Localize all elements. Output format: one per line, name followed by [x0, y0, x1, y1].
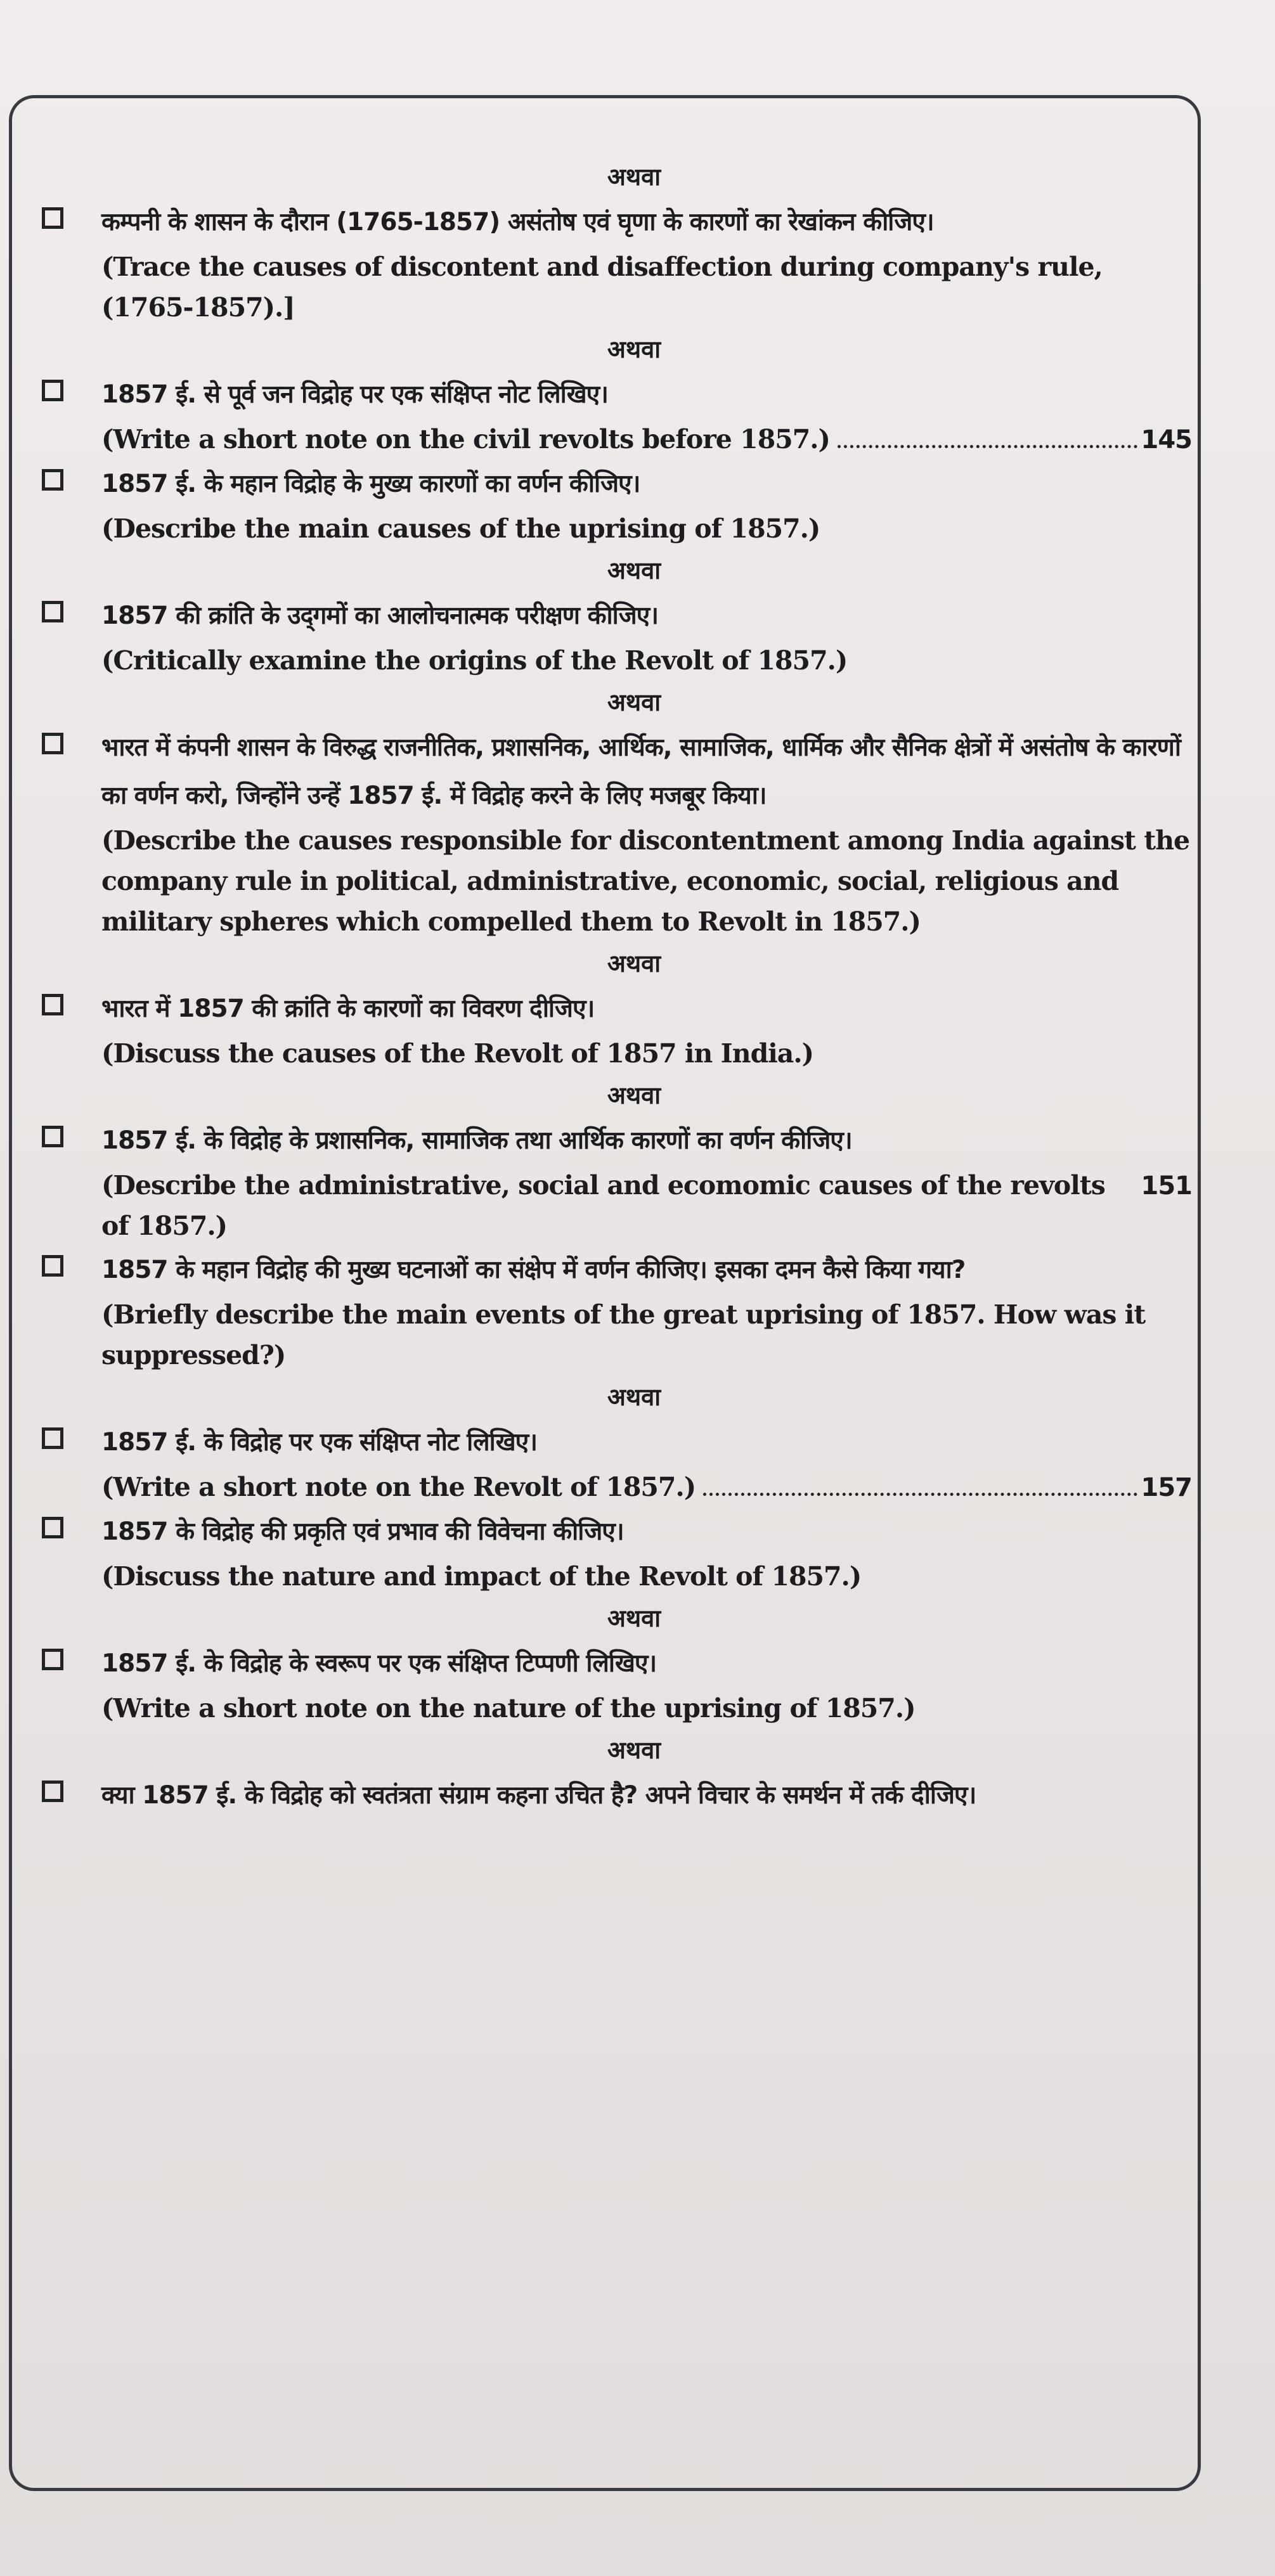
question-item: [38, 1640, 1192, 1729]
question-item: [38, 724, 1192, 942]
question-english: (Write a short note on the Revolt of 1857.): [101, 1472, 696, 1502]
question-item: [38, 1117, 1192, 1246]
question-english: (Trace the causes of discontent and disaffection during company's rule, (1765-1857).]: [101, 252, 1103, 323]
question-item: [38, 198, 1192, 328]
page-number: 145: [1141, 425, 1192, 454]
question-english-with-page: [101, 1165, 1192, 1246]
question-item: [38, 1772, 1192, 1820]
or-separator: अथवा: [607, 1383, 661, 1411]
question-item: [38, 1246, 1192, 1375]
question-english: (Discuss the nature and impact of the Revolt of 1857.): [101, 1561, 862, 1592]
or-separator: अथवा: [607, 688, 661, 716]
or-separator: अथवा: [607, 1604, 661, 1632]
question-item: [38, 592, 1192, 681]
or-separator: अथवा: [607, 557, 661, 584]
question-list: [38, 155, 1192, 1820]
or-separator: अथवा: [607, 163, 661, 191]
question-hindi: कम्पनी के शासन के दौरान (1765-1857) असंतोष एवं घृणा के कारणों का रेखांकन कीजिए।: [101, 208, 934, 236]
question-english: (Write a short note on the civil revolts before 1857.): [101, 424, 830, 454]
or-separator: अथवा: [607, 335, 661, 363]
question-hindi: 1857 के विद्रोह की प्रकृति एवं प्रभाव की विवेचना कीजिए।: [101, 1517, 624, 1546]
question-english-with-page: [101, 419, 1192, 460]
question-item: [38, 460, 1192, 549]
question-english: (Describe the administrative, social and ecomomic causes of the revolts of 1857.): [101, 1170, 1105, 1241]
question-item: [38, 371, 1192, 460]
question-english: (Critically examine the origins of the Revolt of 1857.): [101, 645, 848, 676]
question-hindi: 1857 ई. के विद्रोह के स्वरूप पर एक संक्षिप्त टिप्पणी लिखिए।: [101, 1649, 657, 1678]
checkbox-icon: [42, 1126, 63, 1147]
checkbox-icon: [42, 994, 63, 1015]
question-english: (Discuss the causes of the Revolt of 1857 in India.): [101, 1038, 814, 1069]
or-separator: अथवा: [607, 950, 661, 977]
dot-leader: [703, 1493, 1137, 1496]
question-hindi: भारत में 1857 की क्रांति के कारणों का विवरण दीजिए।: [101, 995, 595, 1023]
question-hindi: 1857 की क्रांति के उद्‌गमों का आलोचनात्मक परीक्षण कीजिए।: [101, 602, 659, 630]
checkbox-icon: [42, 601, 63, 622]
question-english: (Describe the causes responsible for discontentment among India against the company rule in political, administrative, economic, social, religious and military spheres which compelled them to Revolt in 1857.): [101, 825, 1190, 937]
question-english: (Describe the main causes of the uprising of 1857.): [101, 513, 820, 544]
checkbox-icon: [42, 207, 63, 229]
question-hindi: 1857 ई. के महान विद्रोह के मुख्य कारणों का वर्णन कीजिए।: [101, 470, 640, 498]
checkbox-icon: [42, 733, 63, 754]
or-separator: अथवा: [607, 1736, 661, 1764]
question-hindi: 1857 ई. से पूर्व जन विद्रोह पर एक संक्षिप्त नोट लिखिए।: [101, 380, 608, 409]
question-hindi: 1857 ई. के विद्रोह के प्रशासनिक, सामाजिक तथा आर्थिक कारणों का वर्णन कीजिए।: [101, 1126, 852, 1155]
question-hindi: 1857 के महान विद्रोह की मुख्य घटनाओं का संक्षेप में वर्णन कीजिए। इसका दमन कैसे किया गया?: [101, 1256, 966, 1284]
question-hindi: भारत में कंपनी शासन के विरुद्ध राजनीतिक, प्रशासनिक, आर्थिक, सामाजिक, धार्मिक और सैनिक क्षेत्रों में असंतोष के कारणों का वर्णन करो, जिन्होंने उन्हें 1857 ई. में विद्रोह करने के लिए मजबूर किया।: [101, 733, 1181, 810]
question-hindi: क्या 1857 ई. के विद्रोह को स्वतंत्रता संग्राम कहना उचित है? अपने विचार के समर्थन में तर्क दीजिए।: [101, 1781, 976, 1810]
checkbox-icon: [42, 1781, 63, 1802]
page-number: 151: [1141, 1171, 1192, 1201]
question-english: (Briefly describe the main events of the great uprising of 1857. How was it suppressed?): [101, 1299, 1146, 1370]
checkbox-icon: [42, 380, 63, 401]
page-number: 157: [1141, 1473, 1192, 1502]
question-english-with-page: [101, 1467, 1192, 1508]
question-item: [38, 985, 1192, 1074]
checkbox-icon: [42, 1649, 63, 1670]
question-item: [38, 1508, 1192, 1597]
question-hindi: 1857 ई. के विद्रोह पर एक संक्षिप्त नोट लिखिए।: [101, 1428, 537, 1457]
question-item: [38, 1419, 1192, 1508]
checkbox-icon: [42, 1517, 63, 1538]
checkbox-icon: [42, 1427, 63, 1449]
question-english: (Write a short note on the nature of the uprising of 1857.): [101, 1693, 916, 1723]
or-separator: अथवा: [607, 1081, 661, 1109]
checkbox-icon: [42, 1255, 63, 1277]
dot-leader: [838, 445, 1137, 448]
checkbox-icon: [42, 469, 63, 491]
